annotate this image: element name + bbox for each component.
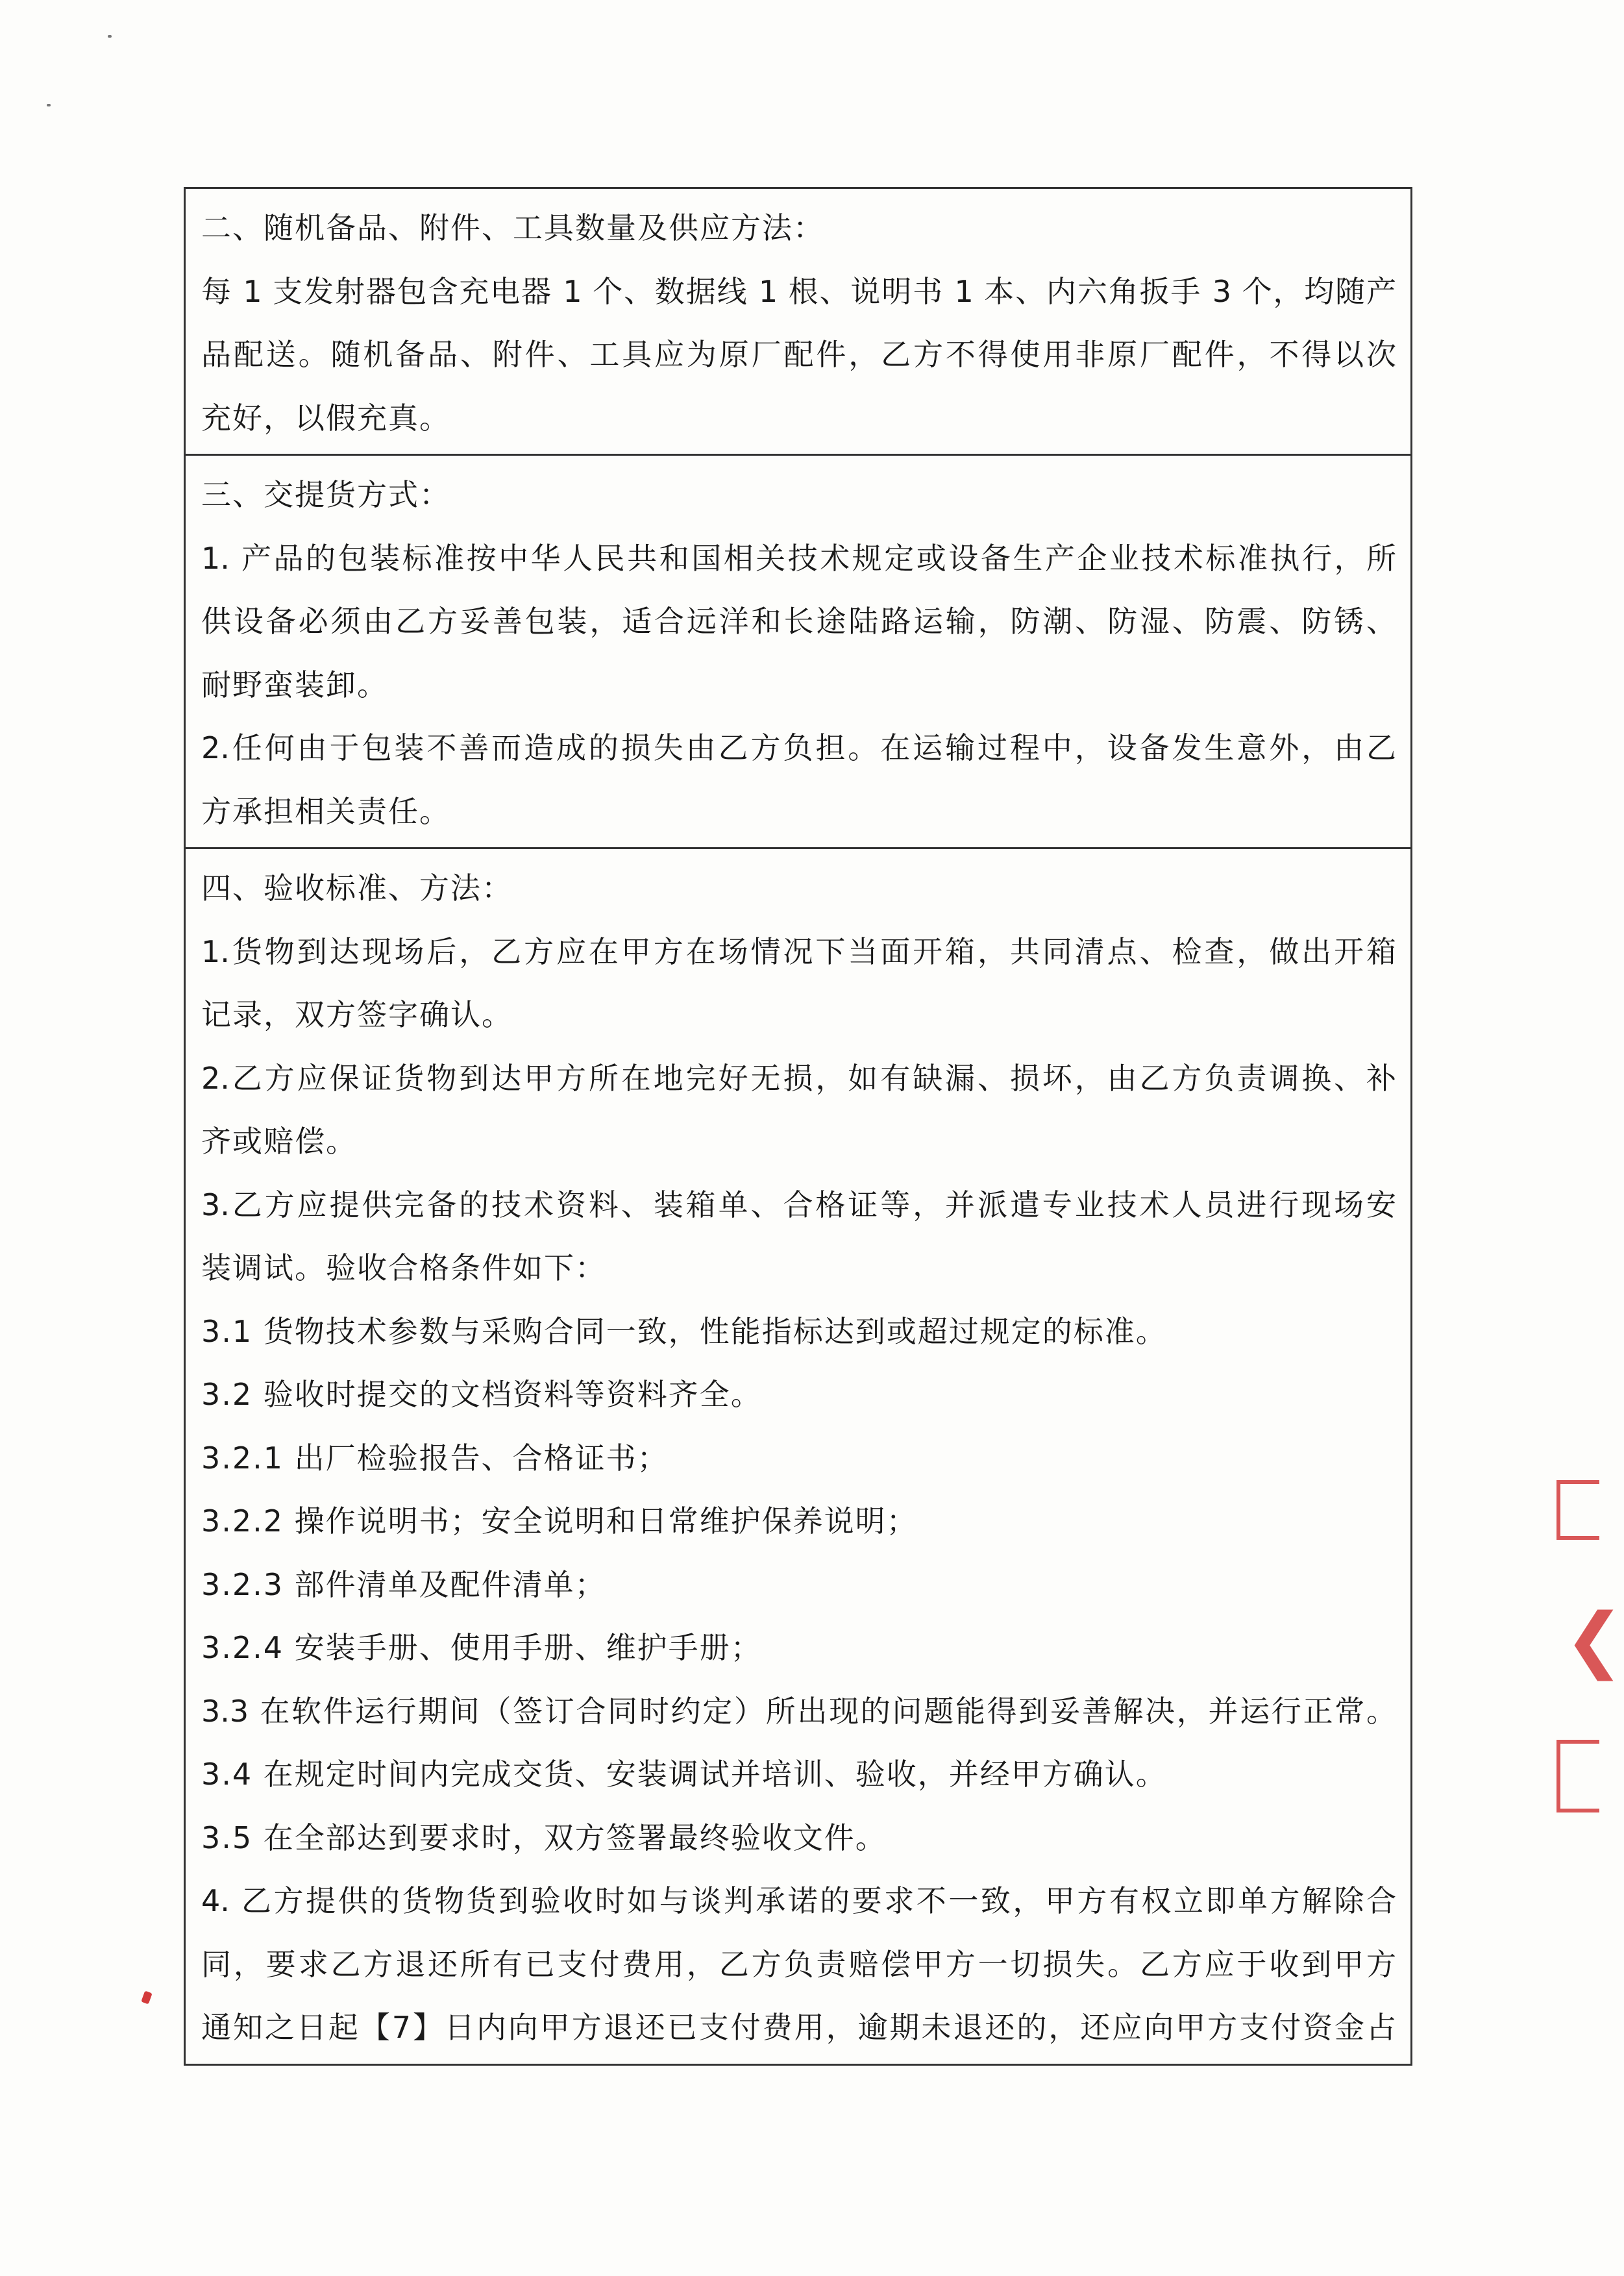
section-heading: 三、交提货方式： xyxy=(201,477,450,512)
section-heading: 四、验收标准、方法： xyxy=(201,871,513,906)
paragraph-line: 记录，双方签字确认。 xyxy=(201,997,513,1032)
contract-clause-table xyxy=(184,187,1412,2066)
seal-stamp-fragment xyxy=(1545,1480,1624,1818)
paragraph-line: 4. 乙方提供的货物货到验收时如与谈判承诺的要求不一致，甲方有权立即单方解除合 xyxy=(201,1883,1396,1918)
paragraph-line: 耐野蛮装卸。 xyxy=(201,667,388,702)
section-accessories xyxy=(186,189,1410,456)
section-delivery xyxy=(186,456,1410,849)
paragraph-line: 1.货物到达现场后，乙方应在甲方在场情况下当面开箱，共同清点、检查，做出开箱 xyxy=(201,934,1396,969)
paragraph-line: 3.2.1 出厂检验报告、合格证书； xyxy=(201,1440,669,1476)
paragraph-line: 2.乙方应保证货物到达甲方所在地完好无损，如有缺漏、损坏，由乙方负责调换、补 xyxy=(201,1060,1396,1096)
paragraph-line: 每 1 支发射器包含充电器 1 个、数据线 1 根、说明书 1 本、内六角扳手 3 个，均随产 xyxy=(201,273,1396,309)
paragraph-line: 3.2.4 安装手册、使用手册、维护手册； xyxy=(201,1630,762,1665)
stamp-bracket-top xyxy=(1556,1480,1599,1540)
paragraph-line: 充好，以假充真。 xyxy=(201,400,450,436)
paragraph-line: 3.1 货物技术参数与采购合同一致，性能指标达到或超过规定的标准。 xyxy=(201,1313,1167,1349)
paragraph-line: 3.3 在软件运行期间（签订合同时约定）所出现的问题能得到妥善解决，并运行正常。 xyxy=(201,1693,1396,1729)
section-acceptance xyxy=(186,849,1410,2064)
stamp-bracket-bottom xyxy=(1556,1740,1599,1812)
section-heading: 二、随机备品、附件、工具数量及供应方法： xyxy=(201,210,824,245)
paragraph-line: 3.2.2 操作说明书；安全说明和日常维护保养说明； xyxy=(201,1503,918,1539)
paragraph-line: 2.任何由于包装不善而造成的损失由乙方负担。在运输过程中，设备发生意外，由乙 xyxy=(201,730,1396,765)
scan-speck xyxy=(47,104,51,106)
paragraph-line: 3.2.3 部件清单及配件清单； xyxy=(201,1566,606,1602)
paragraph-line: 3.5 在全部达到要求时，双方签署最终验收文件。 xyxy=(201,1820,887,1855)
paragraph-line: 3.乙方应提供完备的技术资料、装箱单、合格证等，并派遣专业技术人员进行现场安 xyxy=(201,1187,1396,1222)
scan-speck xyxy=(108,35,112,38)
paragraph-line: 3.2 验收时提交的文档资料等资料齐全。 xyxy=(201,1377,762,1412)
paragraph-line: 齐或赔偿。 xyxy=(201,1124,357,1159)
paragraph-line: 1. 产品的包装标准按中华人民共和国相关技术规定或设备生产企业技术标准执行，所 xyxy=(201,540,1396,576)
paragraph-line: 品配送。随机备品、附件、工具应为原厂配件，乙方不得使用非原厂配件，不得以次 xyxy=(201,337,1396,372)
paragraph-line: 供设备必须由乙方妥善包装，适合远洋和长途陆路运输，防潮、防湿、防震、防锈、 xyxy=(201,604,1396,639)
paragraph-line: 通知之日起【7】日内向甲方退还已支付费用，逾期未退还的，还应向甲方支付资金占 xyxy=(201,2010,1396,2045)
stamp-chevron-icon: ❮ xyxy=(1564,1598,1624,1681)
paragraph-line: 3.4 在规定时间内完成交货、安装调试并培训、验收，并经甲方确认。 xyxy=(201,1757,1167,1792)
paragraph-line: 同，要求乙方退还所有已支付费用，乙方负责赔偿甲方一切损失。乙方应于收到甲方 xyxy=(201,1946,1396,1982)
paragraph-line: 装调试。验收合格条件如下： xyxy=(201,1250,606,1285)
red-ink-mark xyxy=(141,1990,152,2004)
paragraph-line: 方承担相关责任。 xyxy=(201,793,450,829)
